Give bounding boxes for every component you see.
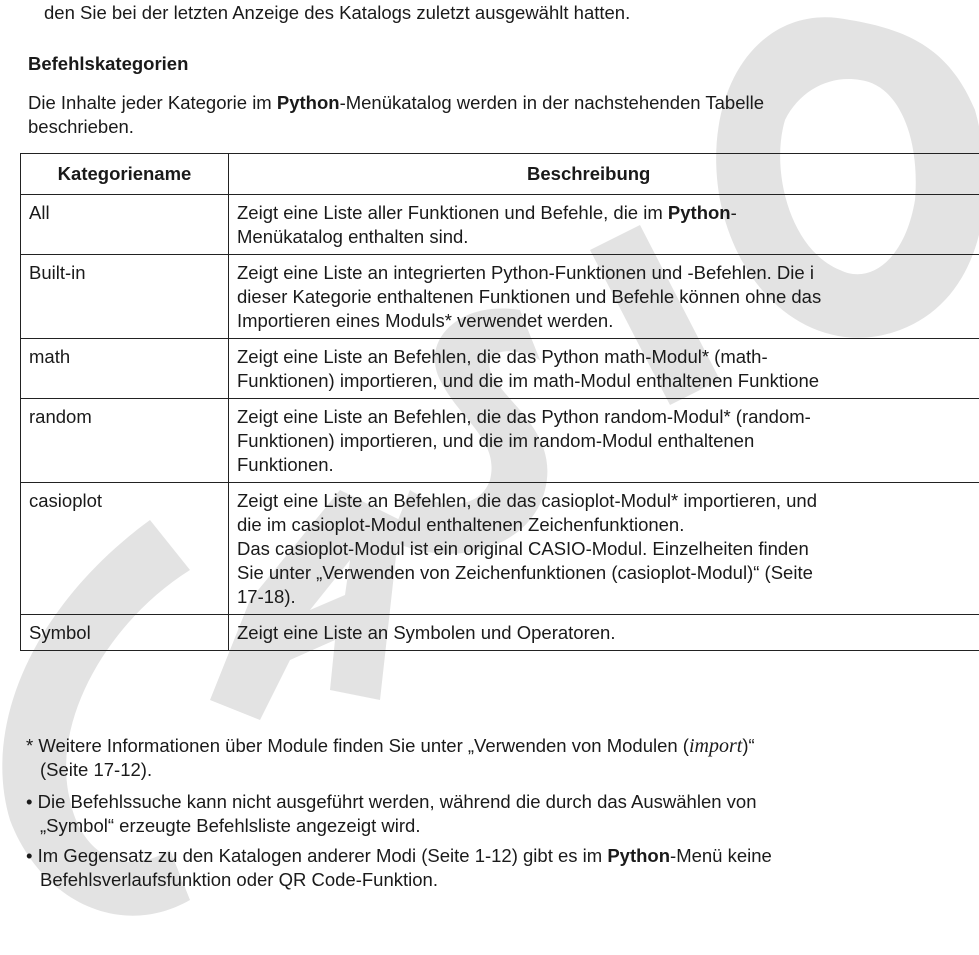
description-cell	[229, 195, 979, 255]
description-cell	[229, 483, 979, 615]
description-text: Das casioplot-Modul ist ein original CASIO-Modul. Einzelheiten finden	[237, 538, 809, 559]
para-text: Die Inhalte jeder Kategorie im	[28, 92, 277, 113]
bullet-item	[26, 844, 772, 892]
category-table	[20, 153, 979, 651]
header-description: Beschreibung	[229, 154, 979, 195]
description-text: Zeigt eine Liste an Befehlen, die das casioplot-Modul* importieren, und	[237, 490, 818, 511]
description-text: Funktionen.	[237, 454, 334, 475]
description-text: Sie unter „Verwenden von Zeichenfunktionen (casioplot-Modul)“ (Seite	[237, 562, 813, 583]
description-bold-text: Python	[667, 202, 731, 223]
category-name-cell: All	[21, 195, 229, 255]
header-category-name: Kategoriename	[21, 154, 229, 195]
bullet-dot: •	[26, 845, 33, 866]
section-heading: Befehlskategorien	[28, 53, 189, 74]
bullet-text: Im Gegensatz zu den Katalogen anderer Modi (Seite 1-12) gibt es im	[37, 845, 608, 866]
table-row	[21, 483, 979, 615]
para-text: -Menükatalog werden in der nachstehenden Tabelle	[339, 92, 764, 113]
description-cell	[229, 399, 979, 483]
bullet-bold-python: Python	[607, 845, 671, 866]
description-text: Zeigt eine Liste an Befehlen, die das Python math-Modul* (math-	[237, 346, 768, 367]
table-row	[21, 615, 979, 651]
description-line	[237, 513, 979, 537]
description-text: -	[730, 202, 737, 223]
bullet-dot: •	[26, 791, 33, 812]
intro-paragraph	[28, 91, 764, 139]
description-text: Zeigt eine Liste an Befehlen, die das Python random-Modul* (random-	[237, 406, 811, 427]
description-text: Menükatalog enthalten sind.	[237, 226, 469, 247]
table-row	[21, 195, 979, 255]
description-text: Zeigt eine Liste an integrierten Python-Funktionen und -Befehlen. Die i	[237, 262, 814, 283]
footnote-asterisk: *	[26, 735, 34, 756]
footnote-text: )“	[742, 735, 755, 756]
description-line	[237, 201, 979, 225]
footnote-text: (Seite 17-12).	[40, 759, 153, 780]
description-text: Zeigt eine Liste an Symbolen und Operatoren.	[237, 622, 616, 643]
bullet-item	[26, 790, 757, 838]
description-line	[237, 345, 979, 369]
para-bold-python: Python	[276, 92, 340, 113]
table-row	[21, 255, 979, 339]
description-text: Funktionen) importieren, und die im random-Modul enthaltenen	[237, 430, 755, 451]
footnote-text: Weitere Informationen über Module finden Sie unter „Verwenden von Modulen (	[38, 735, 689, 756]
description-line	[237, 453, 979, 477]
bullet-text: -Menü keine	[670, 845, 772, 866]
description-cell	[229, 255, 979, 339]
bullet-text: Die Befehlssuche kann nicht ausgeführt werden, während die durch das Auswählen von	[37, 791, 757, 812]
description-line	[237, 585, 979, 609]
table-row	[21, 399, 979, 483]
description-line	[237, 621, 979, 645]
category-name-cell: casioplot	[21, 483, 229, 615]
description-line	[237, 261, 979, 285]
description-text: Zeigt eine Liste aller Funktionen und Befehle, die im	[237, 202, 668, 223]
description-line	[237, 369, 979, 393]
bullet-text: „Symbol“ erzeugte Befehlsliste angezeigt wird.	[40, 815, 421, 836]
description-line	[237, 489, 979, 513]
intro-text: den Sie bei der letzten Anzeige des Katalogs zuletzt ausgewählt hatten.	[44, 2, 631, 23]
description-text: die im casioplot-Modul enthaltenen Zeichenfunktionen.	[237, 514, 685, 535]
table-header-row	[21, 154, 979, 195]
category-name-cell: Symbol	[21, 615, 229, 651]
description-text: dieser Kategorie enthaltenen Funktionen und Befehle können ohne das	[237, 286, 822, 307]
table-row	[21, 339, 979, 399]
description-line	[237, 405, 979, 429]
category-name-cell: Built-in	[21, 255, 229, 339]
description-line	[237, 225, 979, 249]
category-name-cell: math	[21, 339, 229, 399]
description-cell	[229, 339, 979, 399]
para-text: beschrieben.	[28, 116, 134, 137]
bullet-text: Befehlsverlaufsfunktion oder QR Code-Funktion.	[40, 869, 438, 890]
description-line	[237, 309, 979, 333]
footnote-italic-import: import	[688, 735, 743, 757]
description-text: Funktionen) importieren, und die im math-Modul enthaltenen Funktione	[237, 370, 820, 391]
description-text: Importieren eines Moduls* verwendet werden.	[237, 310, 614, 331]
description-cell	[229, 615, 979, 651]
description-line	[237, 429, 979, 453]
description-line	[237, 285, 979, 309]
description-line	[237, 561, 979, 585]
description-text: 17-18).	[237, 586, 296, 607]
description-line	[237, 537, 979, 561]
category-name-cell: random	[21, 399, 229, 483]
footnote	[26, 734, 755, 782]
